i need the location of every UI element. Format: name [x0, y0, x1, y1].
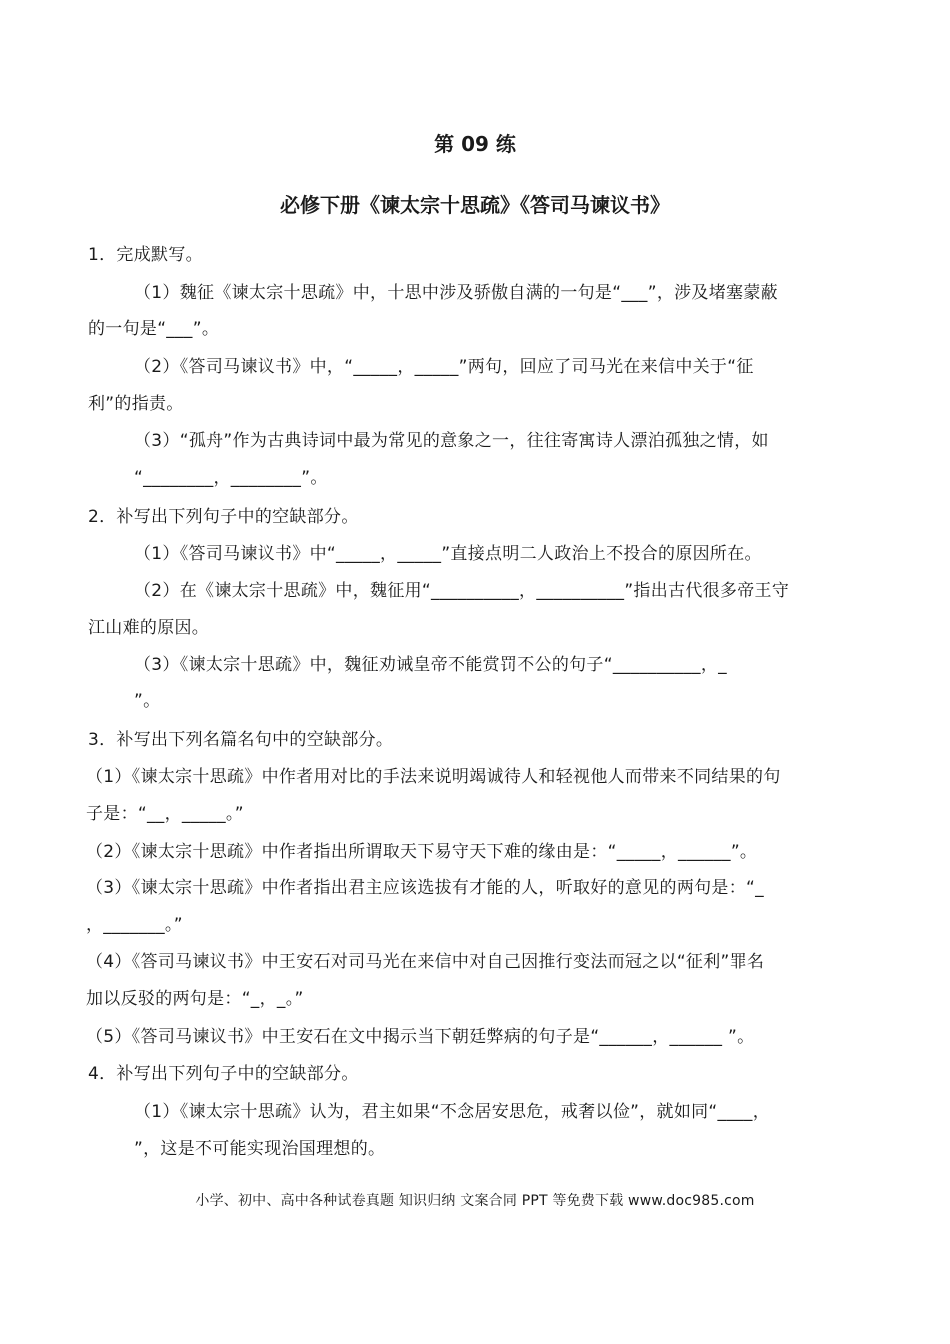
question-3-item-3-cont: ，_______。”	[86, 915, 183, 935]
page-footer: 小学、初中、高中各种试卷真题 知识归纳 文案合同 PPT 等免费下载 www.doc985.com	[195, 1193, 755, 1209]
question-2-item-2: （2）在《谏太宗十思疏》中，魏征用“__________，__________”指出古代很多帝王守	[134, 581, 790, 601]
question-4-heading: 4．补写出下列句子中的空缺部分。	[88, 1064, 359, 1084]
question-3-heading: 3．补写出下列名篇名句中的空缺部分。	[88, 730, 394, 750]
question-2-item-1: （1）《答司马谏议书》中“_____，_____”直接点明二人政治上不投合的原因所在。	[134, 544, 762, 564]
question-4-item-1-cont: ”，这是不可能实现治国理想的。	[134, 1139, 386, 1159]
question-1-item-1: （1）魏征《谏太宗十思疏》中，十思中涉及骄傲自满的一句是“___”，涉及堵塞蒙蔽	[134, 283, 778, 303]
question-3-item-3: （3）《谏太宗十思疏》中作者指出君主应该选拔有才能的人，听取好的意见的两句是：“_	[86, 878, 764, 898]
question-1-item-1-cont: 的一句是“___”。	[88, 319, 220, 339]
question-2-item-2-cont: 江山难的原因。	[88, 618, 210, 638]
question-3-item-2: （2）《谏太宗十思疏》中作者指出所谓取天下易守天下难的缘由是：“_____，______”。	[86, 842, 758, 862]
question-3-item-1: （1）《谏太宗十思疏》中作者用对比的手法来说明竭诚待人和轻视他人而带来不同结果的句	[86, 767, 781, 787]
question-1-item-2-cont: 利”的指责。	[88, 394, 184, 414]
question-1-heading: 1．完成默写。	[88, 245, 203, 265]
question-2-item-3: （3）《谏太宗十思疏》中，魏征劝诫皇帝不能赏罚不公的句子“__________，_	[134, 655, 727, 675]
question-2-item-3-cont: ”。	[134, 691, 161, 711]
question-1-item-2: （2）《答司马谏议书》中，“_____，_____”两句，回应了司马光在来信中关于“征	[134, 357, 754, 377]
question-4-item-1: （1）《谏太宗十思疏》认为，君主如果“不念居安思危，戒奢以俭”，就如同“____，	[134, 1102, 771, 1122]
question-3-item-5: （5）《答司马谏议书》中王安石在文中揭示当下朝廷弊病的句子是“______，______ ”。	[86, 1027, 755, 1047]
question-2-heading: 2．补写出下列句子中的空缺部分。	[88, 507, 359, 527]
question-3-item-4: （4）《答司马谏议书》中王安石对司马光在来信中对自己因推行变法而冠之以“征利”罪名	[86, 952, 765, 972]
question-3-item-1-cont: 子是：“__，_____。”	[86, 804, 244, 824]
question-1-item-3-cont: “________，________”。	[134, 468, 328, 488]
page-title: 第 09 练	[434, 132, 516, 156]
question-1-item-3: （3）“孤舟”作为古典诗词中最为常见的意象之一，往往寄寓诗人漂泊孤独之情，如	[134, 431, 769, 451]
page-subtitle: 必修下册《谏太宗十思疏》《答司马谏议书》	[280, 193, 670, 217]
question-3-item-4-cont: 加以反驳的两句是：“_，_。”	[86, 989, 304, 1009]
